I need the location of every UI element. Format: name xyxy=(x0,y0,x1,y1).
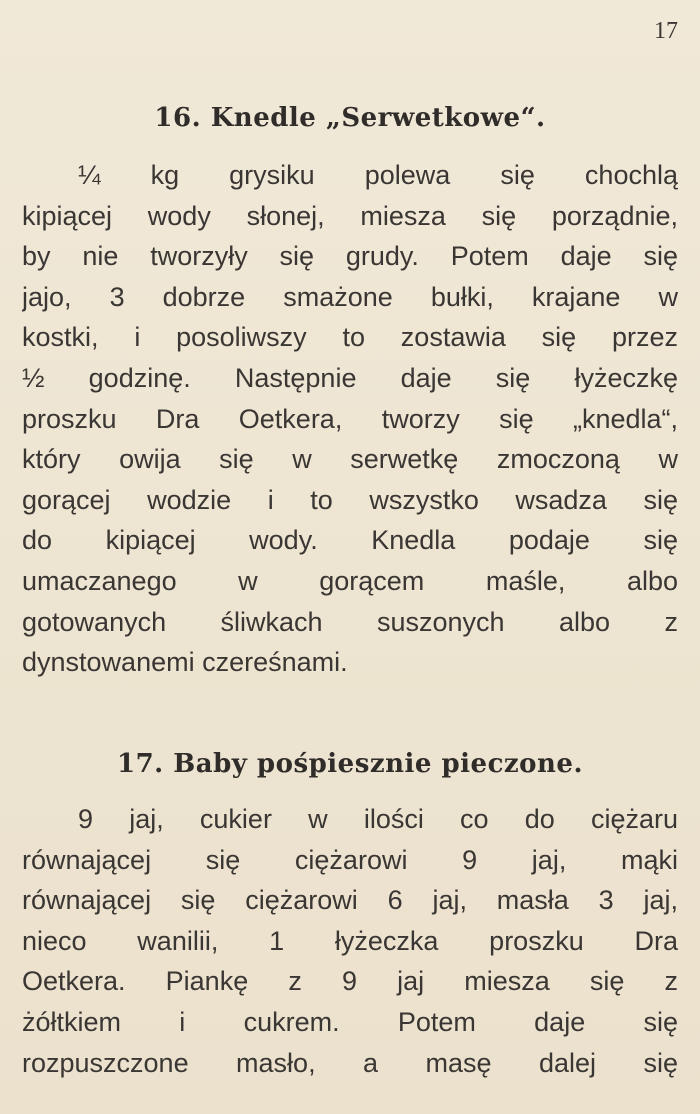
text-line: by nie tworzyły się grudy. Potem daje się xyxy=(22,241,678,272)
text-line: 9 jaj, cukier w ilości co do ciężaru xyxy=(78,804,678,834)
text-line: kostki, i posoliwszy to zostawia się przez xyxy=(22,322,678,353)
text-line: nieco wanilii, 1 łyżeczka proszku Dra xyxy=(22,925,678,956)
text-line: równającej się ciężarowi 6 jaj, masła 3 jaj, xyxy=(22,885,678,916)
recipe-heading: 16. Knedle „Serwetkowe“. xyxy=(154,103,546,133)
text-line: kipiącej wody słonej, miesza się porządnie, xyxy=(22,200,678,231)
text-line: rozpuszczone masło, a masę dalej się xyxy=(22,1047,678,1078)
text-line: jajo, 3 dobrze smażone bułki, krajane w xyxy=(22,281,678,312)
text-line: żółtkiem i cukrem. Potem daje się xyxy=(22,1006,678,1037)
text-line: dynstowanemi czereśnami. xyxy=(22,647,348,678)
text-line: ¼ kg grysiku polewa się chochlą xyxy=(78,160,678,190)
recipe-text xyxy=(22,799,678,1083)
text-line: Oetkera. Piankę z 9 jaj miesza się z xyxy=(22,966,678,997)
text-line: umaczanego w gorącem maśle, albo xyxy=(22,565,678,596)
text-line: gotowanych śliwkach suszonych albo z xyxy=(22,606,678,637)
text-line: gorącej wodzie i to wszystko wsadza się xyxy=(22,484,678,515)
recipe-heading: 17. Baby pośpiesznie pieczone. xyxy=(116,749,583,779)
text-line: ½ godzinę. Następnie daje się łyżeczkę xyxy=(22,362,678,393)
text-line: proszku Dra Oetkera, tworzy się „knedla“, xyxy=(22,403,678,434)
text-line: równającej się ciężarowi 9 jaj, mąki xyxy=(22,844,678,875)
text-line: do kipiącej wody. Knedla podaje się xyxy=(22,525,678,556)
text-line: który owija się w serwetkę zmoczoną w xyxy=(22,444,678,475)
page-number: 17 xyxy=(654,18,678,44)
recipe-text xyxy=(22,155,678,683)
